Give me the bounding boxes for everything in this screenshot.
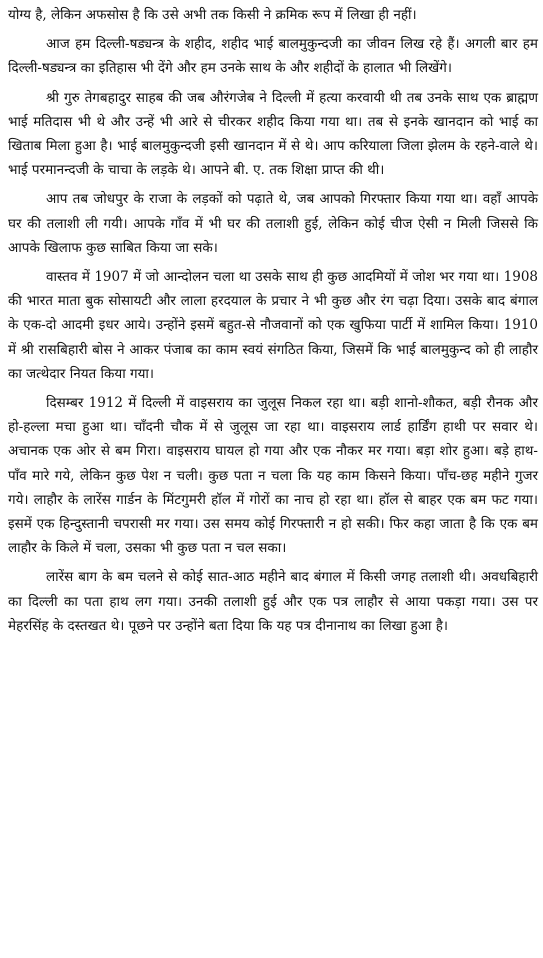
paragraph-4: आप तब जोधपुर के राजा के लड़कों को पढ़ाते थे, जब आपको गिरफ्तार किया गया था। वहाँ आपके घर की तलाशी ली गयी। आपके गाँव में भी घर की तलाशी हुई, लेकिन कोई चीज ऐसी न मिली जिससे कि आपके खिलाफ कुछ साबित किया जा सके। [8,191,538,256]
paragraph-1: योग्य है, लेकिन अफसोस है कि उसे अभी तक किसी ने क्रमिक रूप में लिखा ही नहीं। [8,7,417,23]
paragraph-5: वास्तव में 1907 में जो आन्दोलन चला था उसके साथ ही कुछ आदमियों में जोश भर गया था। 1908 की भारत माता बुक सोसायटी और लाला हरदयाल के प्रचार ने भी कुछ और रंग चढ़ा दिया। उसके बाद बंगाल के एक-दो आदमी इधर आये। उन्होंने इसमें बहुत-से नौजवानों को एक खुफिया पार्टी में शामिल किया। 1910 में श्री रासबिहारी बोस ने आकर पंजाब का काम स्वयं संगठित किया, जिसमें कि भाई बालमुकुन्द को ही लाहौर का जत्थेदार नियत किया गया। [8,269,538,382]
paragraph-6: दिसम्बर 1912 में दिल्ली में वाइसराय का जुलूस निकल रहा था। बड़ी शानो-शौकत, बड़ी रौनक और हो-हल्ला मचा हुआ था। चाँदनी चौक में से जुलूस जा रहा था। वाइसराय लार्ड हार्डिंग हाथी पर सवार थे। अचानक एक ओर से बम गिरा। वाइसराय घायल हो गया और एक नौकर मर गया। बड़ा शोर हुआ। बड़े हाथ-पाँव मारे गये, लेकिन कुछ पेश न चली। कुछ पता न चला कि यह काम किसने किया। पाँच-छह महीने गुजर गये। लाहौर के लारेंस गार्डन के मिंटगुमरी हॉल में गोरों का नाच हो रहा था। हॉल से बाहर एक बम फट गया। इसमें एक हिन्दुस्तानी चपरासी मर गया। उस समय कोई गिरफ्तारी न हो सकी। फिर कहा जाता है कि एक बम लाहौर के किले में चला, उसका भी कुछ पता न चल सका। [8,395,538,557]
paragraph-3: श्री गुरु तेगबहादुर साहब की जब औरंगजेब ने दिल्ली में हत्या करवायी थी तब उनके साथ एक ब्राह्मण भाई मतिदास भी थे और उन्हें भी आरे से चीरकर शहीद किया गया था। तब से इनके खानदान को भाई का खिताब मिला हुआ है। भाई बालमुकुन्दजी इसी खानदान में से थे। आप करियाला जिला झेलम के रहने-वाले थे। भाई परमानन्दजी के चाचा के लड़के थे। आपने बी. ए. तक शिक्षा प्राप्त की थी। [8,89,538,179]
paragraph-2: आज हम दिल्ली-षड्यन्त्र के शहीद, शहीद भाई बालमुकुन्दजी का जीवन लिख रहे हैं। अगली बार हम दिल्ली-षड्यन्त्र का इतिहास भी देंगे और हम उनके साथ के और शहीदों के हालात भी लिखेंगे। [8,36,538,77]
paragraph-7: लारेंस बाग के बम चलने से कोई सात-आठ महीने बाद बंगाल में किसी जगह तलाशी थी। अवधबिहारी का दिल्ली का पता हाथ लग गया। उनकी तलाशी हुई और एक पत्र लाहौर से आया पकड़ा गया। उस पर मेहरसिंह के दस्तखत थे। पूछने पर उन्होंने बता दिया कि यह पत्र दीनानाथ का लिखा हुआ है। [8,569,538,634]
